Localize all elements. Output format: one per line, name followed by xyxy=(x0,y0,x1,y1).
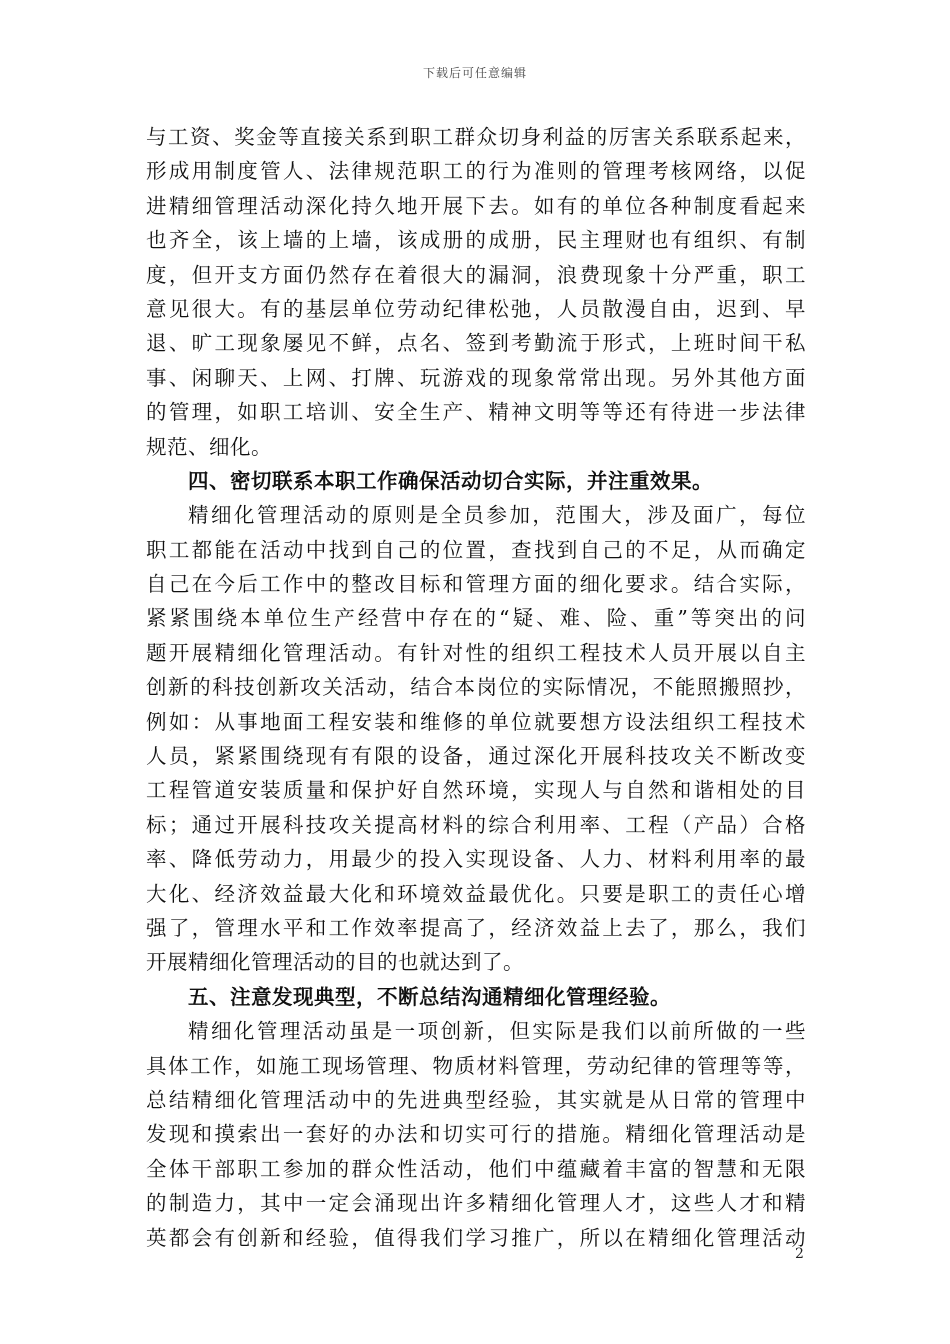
body-line: 退、旷工现象屡见不鲜，点名、签到考勤流于形式，上班时间干私 xyxy=(146,331,806,356)
body-line: 具体工作，如施工现场管理、物质材料管理，劳动纪律的管理等等， xyxy=(146,1053,806,1078)
body-line: 紧紧围绕本单位生产经营中存在的“疑、难、险、重”等突出的问 xyxy=(146,606,806,631)
section-heading-5: 五、注意发现典型，不断总结沟通精细化管理经验。 xyxy=(188,984,671,1009)
page-number: 2 xyxy=(795,1246,804,1262)
body-line: 进精细管理活动深化持久地开展下去。如有的单位各种制度看起来 xyxy=(146,193,806,218)
page-header-note: 下载后可任意编辑 xyxy=(422,66,527,80)
body-line: 自己在今后工作中的整改目标和管理方面的细化要求。结合实际， xyxy=(146,572,806,597)
body-line: 强了，管理水平和工作效率提高了，经济效益上去了，那么，我们 xyxy=(146,915,806,940)
body-line: 事、闲聊天、上网、打牌、玩游戏的现象常常出现。另外其他方面 xyxy=(146,365,806,390)
body-line: 形成用制度管人、法律规范职工的行为准则的管理考核网络，以促 xyxy=(146,159,806,184)
body-line: 度，但开支方面仍然存在着很大的漏洞，浪费现象十分严重，职工 xyxy=(146,262,806,287)
body-line: 开展精细化管理活动的目的也就达到了。 xyxy=(146,950,524,975)
body-line: 题开展精细化管理活动。有针对性的组织工程技术人员开展以自主 xyxy=(146,640,806,665)
body-line: 创新的科技创新攻关活动，结合本岗位的实际情况，不能照搬照抄， xyxy=(146,675,806,700)
body-line: 的管理，如职工培训、安全生产、精神文明等等还有待进一步法律 xyxy=(146,400,806,425)
body-line: 发现和摸索出一套好的办法和切实可行的措施。精细化管理活动是 xyxy=(146,1122,806,1147)
body-line: 标；通过开展科技攻关提高材料的综合利用率、工程（产品）合格 xyxy=(146,812,806,837)
body-line: 率、降低劳动力，用最少的投入实现设备、人力、材料利用率的最 xyxy=(146,847,806,872)
body-line: 精细化管理活动的原则是全员参加，范围大，涉及面广，每位 xyxy=(188,503,806,528)
body-line: 的制造力，其中一定会涌现出许多精细化管理人才，这些人才和精 xyxy=(146,1191,806,1216)
body-line: 全体干部职工参加的群众性活动，他们中蕴藏着丰富的智慧和无限 xyxy=(146,1156,806,1181)
body-line: 也齐全，该上墙的上墙，该成册的成册，民主理财也有组织、有制 xyxy=(146,228,806,253)
body-line: 与工资、奖金等直接关系到职工群众切身利益的厉害关系联系起来， xyxy=(146,125,806,149)
body-line: 人员，紧紧围绕现有有限的设备，通过深化开展科技攻关不断改变 xyxy=(146,744,806,769)
body-line: 意见很大。有的基层单位劳动纪律松弛，人员散漫自由，迟到、早 xyxy=(146,296,806,321)
document-body xyxy=(146,120,806,1255)
body-line: 例如：从事地面工程安装和维修的单位就要想方设法组织工程技术 xyxy=(146,709,806,734)
body-line: 职工都能在活动中找到自己的位置，查找到自己的不足，从而确定 xyxy=(146,537,806,562)
body-line: 大化、经济效益最大化和环境效益最优化。只要是职工的责任心增 xyxy=(146,881,806,906)
body-line: 规范、细化。 xyxy=(146,434,272,459)
section-heading-4: 四、密切联系本职工作确保活动切合实际，并注重效果。 xyxy=(188,468,713,493)
body-line: 英都会有创新和经验，值得我们学习推广，所以在精细化管理活动 xyxy=(146,1225,806,1250)
body-line: 精细化管理活动虽是一项创新，但实际是我们以前所做的一些 xyxy=(188,1019,806,1044)
body-line: 工程管道安装质量和保护好自然环境，实现人与自然和谐相处的目 xyxy=(146,778,806,803)
body-line: 总结精细化管理活动中的先进典型经验，其实就是从日常的管理中 xyxy=(146,1087,806,1112)
